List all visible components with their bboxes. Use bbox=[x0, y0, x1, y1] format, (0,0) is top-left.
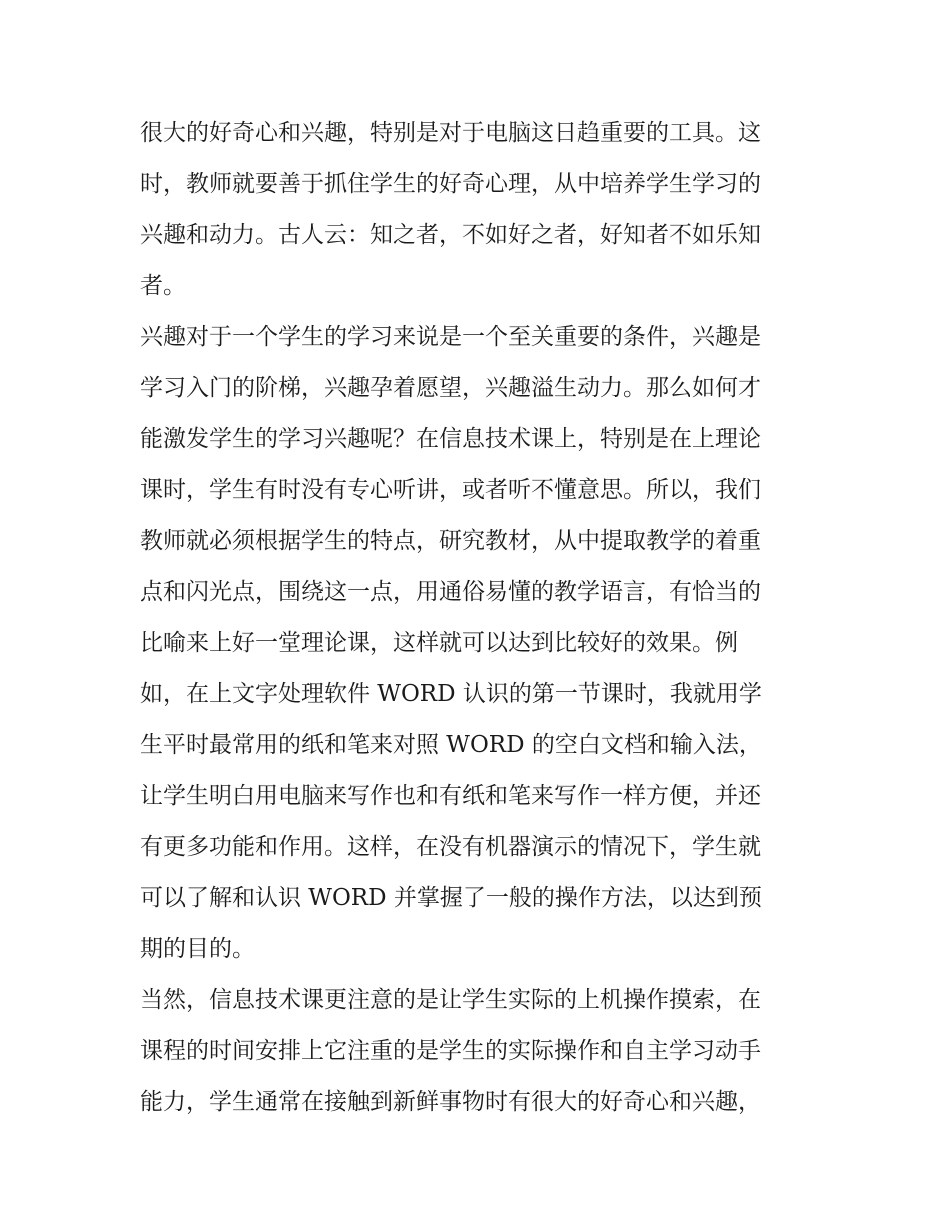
text-line: 如，在上文字处理软件 WORD 认识的第一节课时，我就用学 bbox=[140, 681, 762, 707]
text-line: 课时，学生有时没有专心听讲，或者听不懂意思。所以，我们 bbox=[140, 477, 761, 503]
text-line: 能激发学生的学习兴趣呢？在信息技术课上，特别是在上理论 bbox=[140, 426, 761, 452]
text-line: 可以了解和认识 WORD 并掌握了一般的操作方法，以达到预 bbox=[140, 885, 762, 911]
text-line: 教师就必须根据学生的特点，研究教材，从中提取教学的着重 bbox=[140, 528, 761, 554]
text-line: 期的目的。 bbox=[140, 936, 255, 962]
text-line: 者。 bbox=[140, 273, 186, 299]
text-line: 生平时最常用的纸和笔来对照 WORD 的空白文档和输入法， bbox=[140, 732, 762, 758]
text-line: 有更多功能和作用。这样，在没有机器演示的情况下，学生就 bbox=[140, 834, 761, 860]
text-line: 学习入门的阶梯，兴趣孕着愿望，兴趣溢生动力。那么如何才 bbox=[140, 375, 761, 401]
text-line: 让学生明白用电脑来写作也和有纸和笔来写作一样方便，并还 bbox=[140, 783, 761, 809]
text-line: 当然，信息技术课更注意的是让学生实际的上机操作摸索，在 bbox=[140, 987, 761, 1013]
text-line: 课程的时间安排上它注重的是学生的实际操作和自主学习动手 bbox=[140, 1038, 761, 1064]
text-line: 点和闪光点，围绕这一点，用通俗易懂的教学语言，有恰当的 bbox=[140, 579, 761, 605]
text-line: 兴趣和动力。古人云：知之者，不如好之者，好知者不如乐知 bbox=[140, 222, 761, 248]
document-body bbox=[140, 108, 820, 1128]
text-line: 时，教师就要善于抓住学生的好奇心理，从中培养学生学习的 bbox=[140, 171, 761, 197]
text-line: 比喻来上好一堂理论课，这样就可以达到比较好的效果。例 bbox=[140, 630, 738, 656]
text-line: 能力，学生通常在接触到新鲜事物时有很大的好奇心和兴趣， bbox=[140, 1089, 761, 1115]
text-line: 很大的好奇心和兴趣，特别是对于电脑这日趋重要的工具。这 bbox=[140, 120, 761, 146]
text-line: 兴趣对于一个学生的学习来说是一个至关重要的条件，兴趣是 bbox=[140, 324, 761, 350]
